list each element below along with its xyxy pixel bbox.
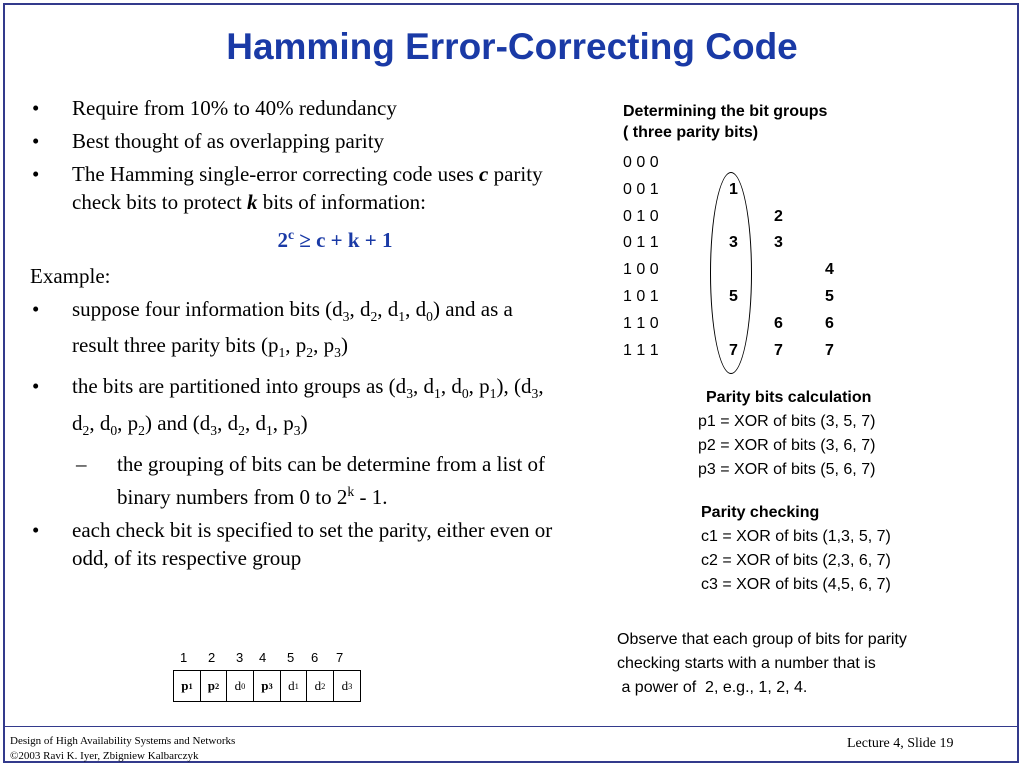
- group-3-member: 6: [825, 314, 834, 332]
- position-number: 1: [180, 650, 188, 665]
- group-3-member: 5: [825, 288, 834, 305]
- codeword-cell-d2: d 2: [307, 671, 334, 701]
- group-3-member: 4: [825, 261, 834, 279]
- binary-value: 0 1 1: [623, 234, 659, 252]
- parity-check-line: c2 = XOR of bits (2,3, 6, 7): [701, 552, 891, 569]
- bullet-hamming: • The Hamming single-error correcting code uses c parity check bits to protect k bits of information:: [32, 162, 543, 214]
- bullet-redundancy: • Require from 10% to 40% redundancy: [32, 96, 397, 120]
- example-label: Example:: [30, 264, 111, 288]
- group-1-member: 5: [729, 288, 738, 305]
- bullet-check-bit: • each check bit is specified to set the parity, either even or odd, of its respective group: [32, 517, 553, 570]
- hamming-inequality: $2^c \ge c + k + 1$: [277, 227, 393, 252]
- bit-group-row: [623, 260, 883, 282]
- codeword-cell-p3: p 3: [254, 671, 281, 701]
- parity-check-line: c1 = XOR of bits (1,3, 5, 7): [701, 528, 891, 545]
- group-2-member: 7: [774, 341, 783, 359]
- parity-calc-line: p3 = XOR of bits (5, 6, 7): [698, 461, 876, 478]
- bit-group-row: [623, 180, 883, 202]
- position-number: 4: [259, 650, 267, 665]
- position-number: 7: [336, 650, 344, 665]
- group-3-member: 7: [825, 341, 834, 359]
- group-1-member: 7: [729, 341, 738, 359]
- parity-checking: [701, 501, 891, 597]
- codeword-cell-p1: p 1: [174, 671, 201, 701]
- bit-group-row: [623, 153, 883, 175]
- codeword-cell-p2: p 2: [201, 671, 227, 701]
- binary-value: 0 1 0: [623, 207, 659, 225]
- group-2-member: 6: [774, 314, 783, 332]
- codeword-layout-table: [173, 670, 361, 702]
- position-number: 5: [287, 650, 295, 665]
- footer-course: Design of High Availability Systems and Networks ©2003 Ravi K. Iyer, Zbigniew Kalbarczyk: [10, 735, 236, 762]
- bit-group-row: [623, 207, 883, 229]
- codeword-cell-d0: d 0: [227, 671, 254, 701]
- bit-group-row: [623, 314, 883, 336]
- group-2-member: 2: [774, 207, 783, 225]
- bit-group-row: [623, 233, 883, 255]
- group-1-member: 1: [729, 180, 738, 198]
- bullet-partition: • the bits are partitioned into groups as ($d_3$, $d_1$, $d_0$, $p_1$), ($d_3$, $d_2$, $d_0$, $p_2$) and ($d_3$, $d_2$, $d_1$, $p_3$): [32, 374, 544, 438]
- codeword-cell-d1: d 1: [281, 671, 307, 701]
- binary-value: 0 0 0: [623, 154, 659, 171]
- bit-groups-heading: Determining the bit groups ( three parity bits): [623, 103, 828, 141]
- position-number: 2: [208, 650, 216, 665]
- left-column: [30, 94, 560, 577]
- binary-value: 1 0 1: [623, 288, 659, 305]
- group-1-member: 3: [729, 234, 738, 252]
- bit-group-row: [623, 287, 883, 309]
- binary-value: 1 0 0: [623, 261, 659, 279]
- slide-title: Hamming Error-Correcting Code: [226, 26, 798, 67]
- footer-slide-number: Lecture 4, Slide 19: [847, 736, 954, 751]
- bullet-suppose: • suppose four information bits ($d_3$, $d_2$, $d_1$, $d_0$) and as a result three parity bits ($p_1$, $p_2$, $p_3$): [32, 297, 513, 361]
- parity-check-line: c3 = XOR of bits (4,5, 6, 7): [701, 576, 891, 593]
- observe-note: Observe that each group of bits for parity checking starts with a number that is a power of 2, e.g., 1, 2, 4.: [617, 631, 907, 696]
- parity-calc-line: p2 = XOR of bits (3, 6, 7): [698, 437, 876, 454]
- position-number: 3: [236, 650, 244, 665]
- group-2-member: 3: [774, 234, 783, 252]
- binary-value: 1 1 1: [623, 341, 659, 359]
- position-number: 6: [311, 650, 319, 665]
- bit-group-row: [623, 341, 883, 363]
- footer-divider: [3, 726, 1019, 727]
- subbullet-grouping: – the grouping of bits can be determine from a list of binary numbers from 0 to 2$^k$ - 1.: [76, 451, 546, 509]
- bullet-overlapping: • Best thought of as overlapping parity: [32, 129, 385, 153]
- binary-value: 0 0 1: [623, 180, 659, 198]
- binary-value: 1 1 0: [623, 314, 659, 332]
- parity-calc-line: p1 = XOR of bits (3, 5, 7): [698, 413, 876, 430]
- parity-checking-heading: Parity checking: [701, 504, 820, 521]
- parity-calculation: [698, 386, 875, 482]
- parity-calculation-heading: Parity bits calculation: [706, 389, 872, 406]
- codeword-cell-d3: d 3: [341, 678, 353, 693]
